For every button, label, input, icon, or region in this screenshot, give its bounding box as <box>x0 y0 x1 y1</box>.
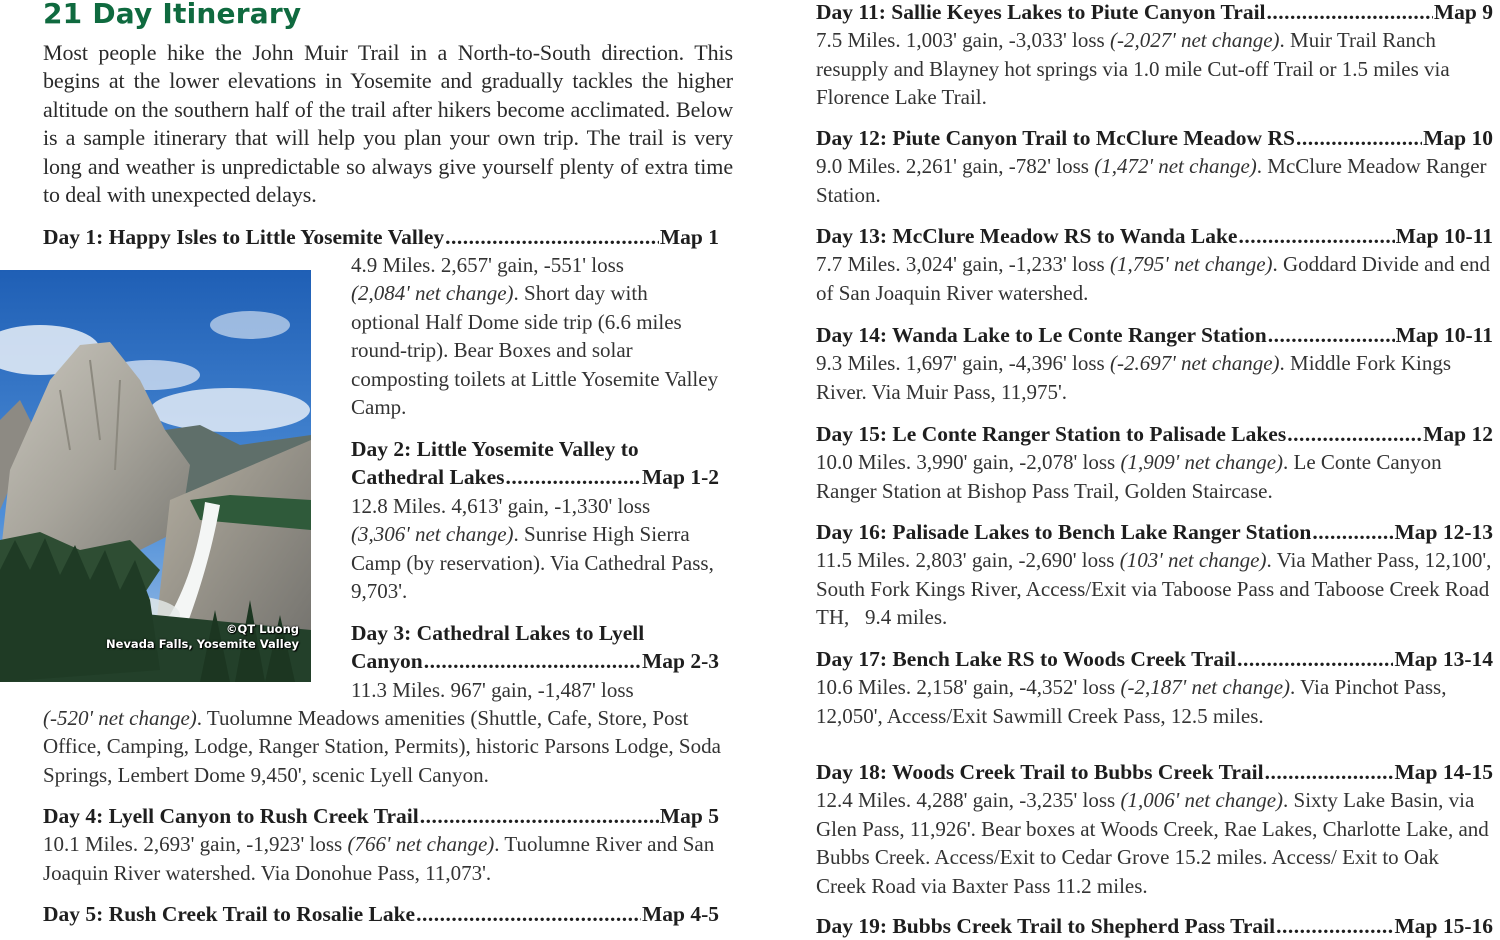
day-stats: 4.9 Miles. 2,657' gain, -551' loss <box>351 253 624 277</box>
photo-caption <box>106 622 299 652</box>
day-4-entry <box>43 802 719 887</box>
day-notes: . Sixty Lake Basin, via Glen Pass, 11,926'. Bear boxes at Woods Creek, Rae Lakes, Charlotte Lake, and Bubbs Creek. Access/Exit to Cedar Grove 15.2 miles. Access/ Exit to Oak Creek Road via Baxter Pass 11.2 miles. <box>816 788 1489 898</box>
day-heading <box>816 758 1493 786</box>
day-details <box>351 492 719 606</box>
map-reference: Map 10-11 <box>1395 224 1493 248</box>
day-stats: 11.5 Miles. 2,803' gain, -2,690' loss <box>816 548 1120 573</box>
day-label: Day 18: Woods Creek Trail to Bubbs Creek Trail <box>816 760 1264 784</box>
day-label: Day 15: Le Conte Ranger Station to Palisade Lakes <box>816 422 1287 446</box>
day-notes: . Tuolumne River and San Joaquin River watershed. Via Donohue Pass, 11,073'. <box>43 832 715 885</box>
day-17-entry <box>816 645 1493 730</box>
day-label: Day 1: Happy Isles to Little Yosemite Valley <box>43 225 445 249</box>
day-heading <box>351 647 719 675</box>
day-notes: . McClure Meadow Ranger Station. <box>816 154 1487 207</box>
net-change: (1,472' net change) <box>1094 154 1257 179</box>
intro-paragraph: Most people hike the John Muir Trail in a North-to-South direction. This begins at the lower elevations in Yosemite and gradually tackles the higher altitude on the southern half of the trail after hikers become acclimated. Below is a sample itinerary that will help you plan your own trip. The trail is very long and weather is unpredictable so always give yourself plenty of extra time to deal with unexpected delays. <box>43 40 733 208</box>
day-heading <box>816 321 1493 349</box>
map-reference: Map 9 <box>1433 0 1493 24</box>
leader-dots <box>424 647 641 675</box>
day-notes: . Muir Trail Ranch resupply and Blayney hot springs via 1.0 mile Cut-off Trail or 1.5 miles via Florence Lake Trail. <box>816 28 1450 110</box>
day-stats: 9.0 Miles. 2,261' gain, -782' loss <box>816 154 1095 179</box>
day-stats: 7.7 Miles. 3,024' gain, -1,233' loss <box>816 252 1110 277</box>
net-change: (-2,027' net change) <box>1109 28 1280 53</box>
net-change: (2,084' net change) <box>351 281 514 306</box>
leader-dots <box>1296 124 1422 152</box>
nevada-falls-photo <box>0 270 311 682</box>
day-stats: 12.8 Miles. 4,613' gain, -1,330' loss <box>351 493 651 518</box>
day-label: Canyon <box>351 649 423 674</box>
map-reference: Map 15-16 <box>1394 914 1493 938</box>
leader-dots <box>416 900 641 928</box>
day-2-entry <box>351 435 719 605</box>
day-label-line-1: Day 2: Little Yosemite Valley to <box>351 437 639 461</box>
map-reference: Map 1-2 <box>641 465 719 490</box>
leader-dots <box>1312 518 1393 546</box>
map-reference: Map 10 <box>1423 126 1493 150</box>
day-16-entry <box>816 518 1497 632</box>
day-details <box>816 349 1493 406</box>
day-details <box>816 26 1493 111</box>
day-heading <box>816 124 1493 152</box>
photo-illustration <box>0 270 311 682</box>
leader-dots <box>1237 645 1393 673</box>
map-reference: Map 14-15 <box>1394 760 1493 784</box>
day-label: Day 11: Sallie Keyes Lakes to Piute Canyon Trail <box>816 0 1266 24</box>
net-change: (1,795' net change) <box>1109 252 1273 277</box>
day-14-entry <box>816 321 1493 406</box>
map-reference: Map 2-3 <box>641 649 719 674</box>
day-notes: . Short day with optional Half Dome side trip (6.6 miles round-trip). Bear Boxes and solar composting toilets at Little Yosemite Valley Camp. <box>351 281 719 420</box>
day-11-entry <box>816 0 1493 112</box>
day-label: Cathedral Lakes <box>351 465 505 490</box>
map-reference: Map 13-14 <box>1394 647 1493 671</box>
day-label: Day 16: Palisade Lakes to Bench Lake Ranger Station <box>816 520 1312 544</box>
day-heading <box>816 420 1493 448</box>
net-change: (-2,187' net change) <box>1120 675 1291 700</box>
day-details <box>43 830 719 887</box>
map-reference: Map 12 <box>1423 422 1493 446</box>
leader-dots <box>1238 222 1394 250</box>
day-heading <box>43 802 719 830</box>
map-reference: Map 4-5 <box>641 902 719 926</box>
net-change: (-2.697' net change) <box>1109 351 1280 376</box>
day-stats: 7.5 Miles. 1,003' gain, -3,033' loss <box>816 28 1110 53</box>
net-change: (3,306' net change) <box>351 522 514 547</box>
net-change: (103' net change) <box>1119 548 1267 573</box>
day-notes: . Middle Fork Kings River. Via Muir Pass, 11,975'. <box>816 351 1452 404</box>
day-heading <box>43 900 719 928</box>
photo-caption-text: Nevada Falls, Yosemite Valley <box>106 637 299 651</box>
day-heading-line-1 <box>351 619 719 647</box>
day-heading <box>816 518 1493 546</box>
day-13-entry <box>816 222 1493 307</box>
leader-dots <box>1267 0 1433 26</box>
day-label: Day 13: McClure Meadow RS to Wanda Lake <box>816 224 1238 248</box>
map-reference: Map 5 <box>659 804 719 828</box>
leader-dots <box>1268 321 1395 349</box>
photo-credit: ©QT Luong <box>226 622 299 636</box>
day-stats: 10.1 Miles. 2,693' gain, -1,923' loss <box>43 832 348 857</box>
day-5-entry <box>43 900 719 928</box>
map-reference: Map 10-11 <box>1395 323 1493 347</box>
page-title: 21 Day Itinerary <box>43 0 302 30</box>
day-heading <box>43 223 719 251</box>
day-details <box>816 786 1493 900</box>
day-label: Day 4: Lyell Canyon to Rush Creek Trail <box>43 804 419 828</box>
day-label: Day 5: Rush Creek Trail to Rosalie Lake <box>43 902 416 926</box>
day-notes: . Le Conte Canyon Ranger Station at Bishop Pass Trail, Golden Staircase. <box>816 450 1442 503</box>
day-heading <box>816 222 1493 250</box>
day-notes: . Goddard Divide and end of San Joaquin River watershed. <box>816 252 1491 305</box>
net-change: (1,909' net change) <box>1120 450 1284 475</box>
day-label: Day 19: Bubbs Creek Trail to Shepherd Pass Trail <box>816 914 1276 938</box>
day-18-entry <box>816 758 1493 900</box>
day-stats: 10.0 Miles. 3,990' gain, -2,078' loss <box>816 450 1121 475</box>
day-heading <box>816 0 1493 26</box>
leader-dots <box>1287 420 1422 448</box>
net-change: (-520' net change) <box>43 706 197 730</box>
leader-dots <box>445 223 659 251</box>
leader-dots <box>506 463 641 491</box>
day-label: Day 17: Bench Lake RS to Woods Creek Trail <box>816 647 1237 671</box>
day-label: Day 12: Piute Canyon Trail to McClure Meadow RS <box>816 126 1295 150</box>
day-label-line-1: Day 3: Cathedral Lakes to Lyell <box>351 621 645 645</box>
day-heading-line-1 <box>351 435 719 463</box>
day-stats: 9.3 Miles. 1,697' gain, -4,396' loss <box>816 351 1110 376</box>
day-notes: . Sunrise High Sierra Camp (by reservation). Via Cathedral Pass, 9,703'. <box>351 522 714 604</box>
map-reference: Map 1 <box>659 225 719 249</box>
day-label: Day 14: Wanda Lake to Le Conte Ranger Station <box>816 323 1267 347</box>
day-heading <box>816 645 1493 673</box>
day-stats: 12.4 Miles. 4,288' gain, -3,235' loss <box>816 788 1121 813</box>
day-12-entry <box>816 124 1493 209</box>
day-stats: 10.6 Miles. 2,158' gain, -4,352' loss <box>816 675 1121 700</box>
day-1-entry <box>43 223 719 251</box>
day-details <box>816 152 1493 209</box>
day-notes: . Tuolumne Meadows amenities (Shuttle, Cafe, Store, Post Office, Camping, Lodge, Ranger Station, Permits), historic Parsons Lodge, Soda Springs, Lembert Dome 9,450', scenic Lyell Canyon. <box>43 706 721 787</box>
day-stats-line <box>351 676 719 704</box>
leader-dots <box>420 802 659 830</box>
leader-dots <box>1265 758 1394 786</box>
day-heading <box>351 463 719 491</box>
day-details <box>816 448 1493 505</box>
day-stats: 11.3 Miles. 967' gain, -1,487' loss <box>351 677 634 702</box>
day-details <box>816 546 1497 631</box>
net-change: (766' net change) <box>347 832 495 857</box>
net-change: (1,006' net change) <box>1120 788 1284 813</box>
day-15-entry <box>816 420 1493 505</box>
day-details <box>816 250 1493 307</box>
day-notes: . Via Pinchot Pass, 12,050', Access/Exit Sawmill Creek Pass, 12.5 miles. <box>816 675 1447 728</box>
day-details <box>816 673 1493 730</box>
day-notes: . Via Mather Pass, 12,100', South Fork Kings River, Access/Exit via Taboose Pass and Taboose Creek Road TH, 9.4 miles. <box>816 548 1497 630</box>
map-reference: Map 12-13 <box>1394 520 1493 544</box>
day-3-entry <box>351 619 719 704</box>
day-3-details <box>43 704 723 789</box>
day-1-details <box>351 251 721 421</box>
